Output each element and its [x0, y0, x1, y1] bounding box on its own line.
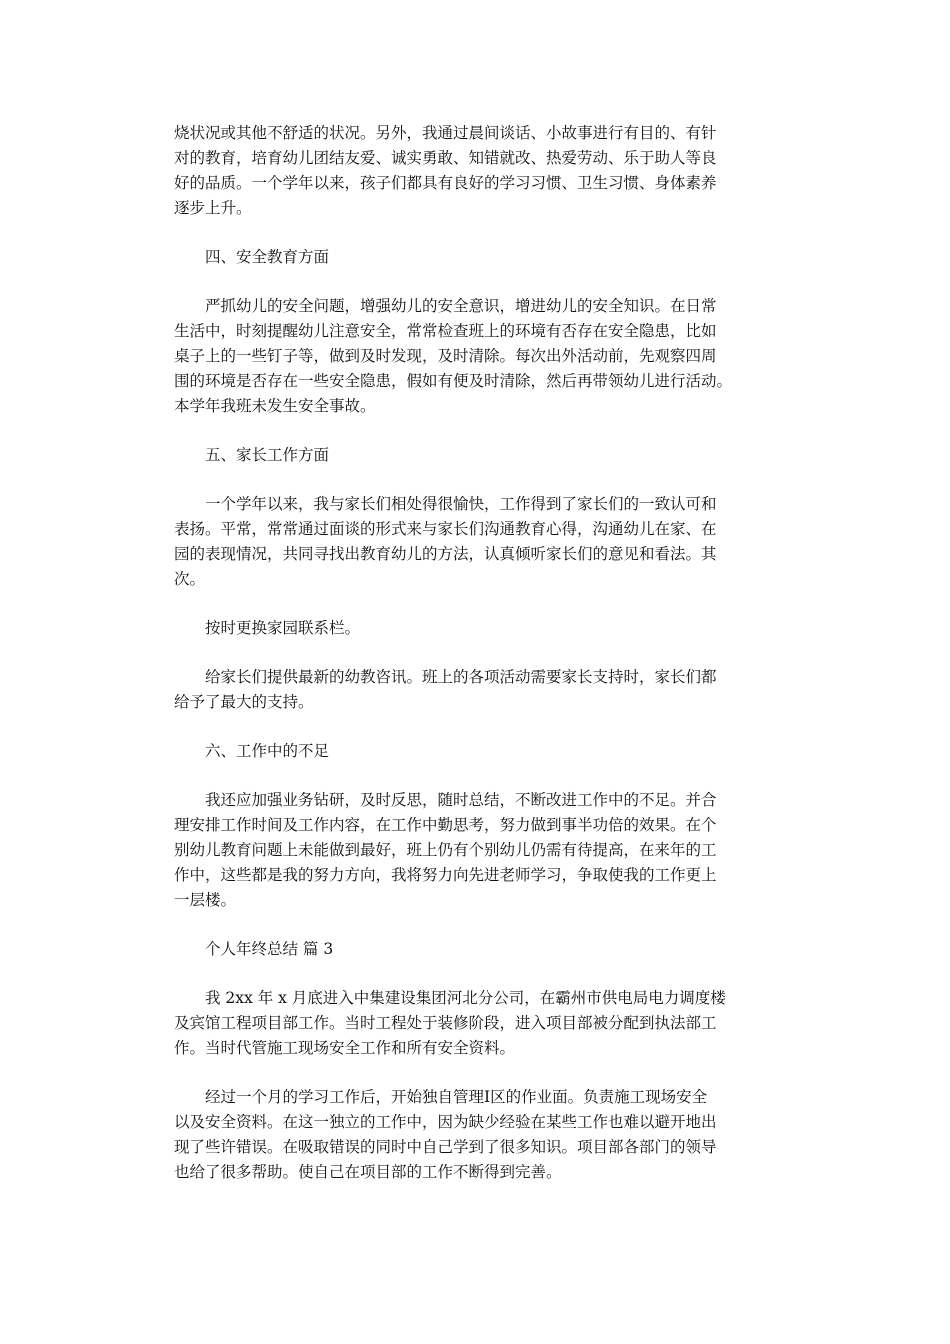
paragraph-line: 好的品质。一个学年以来，孩子们都具有良好的学习习惯、卫生习惯、身体素养: [174, 174, 717, 192]
paragraph-line: 给家长们提供最新的幼教咨讯。班上的各项活动需要家长支持时，家长们都: [205, 668, 717, 686]
paragraph: [174, 492, 786, 592]
paragraph-line: 逐步上升。: [174, 199, 252, 217]
paragraph: [174, 788, 786, 913]
paragraph-line: 烧状况或其他不舒适的状况。另外，我通过晨间谈话、小故事进行有目的、有针: [174, 124, 717, 142]
paragraph-line: 围的环境是否存在一些安全隐患，假如有便及时清除，然后再带领幼儿进行活动。: [174, 372, 733, 390]
paragraph: [174, 121, 786, 221]
paragraph-line: 一层楼。: [174, 891, 237, 909]
paragraph-line: 我还应加强业务钻研，及时反思，随时总结，不断改进工作中的不足。并合: [205, 791, 717, 809]
paragraph-line: 桌子上的一些钉子等，做到及时发现，及时清除。每次出外活动前，先观察四周: [174, 347, 717, 365]
paragraph-line: 生活中，时刻提醒幼儿注意安全，常常检查班上的环境有否存在安全隐患，比如: [174, 322, 717, 340]
paragraph-line: 我 2xx 年 x 月底进入中集建设集团河北分公司，在霸州市供电局电力调度楼: [205, 989, 726, 1007]
paragraph-line: 作中，这些都是我的努力方向，我将努力向先进老师学习，争取使我的工作更上: [174, 866, 717, 884]
paragraph-line: 按时更换家园联系栏。: [205, 619, 361, 637]
paragraph: [174, 986, 786, 1061]
paragraph-line: 经过一个月的学习工作后，开始独自管理Ⅰ区的作业面。负责施工现场安全: [205, 1088, 708, 1106]
paragraph: [174, 294, 786, 419]
section-heading: 五、家长工作方面: [205, 446, 330, 464]
paragraph-line: 以及安全资料。在这一独立的工作中，因为缺少经验在某些工作也难以避开地出: [174, 1113, 717, 1131]
paragraph-line: 现了些许错误。在吸取错误的同时中自己学到了很多知识。项目部各部门的领导: [174, 1138, 717, 1156]
paragraph-line: 严抓幼儿的安全问题，增强幼儿的安全意识，增进幼儿的安全知识。在日常: [205, 297, 717, 315]
paragraph-line: 表扬。平常，常常通过面谈的形式来与家长们沟通教育心得，沟通幼儿在家、在: [174, 520, 717, 538]
paragraph: [174, 1085, 786, 1185]
paragraph-line: 园的表现情况，共同寻找出教育幼儿的方法，认真倾听家长们的意见和看法。其: [174, 545, 717, 563]
paragraph-line: 别幼儿教育问题上未能做到最好，班上仍有个别幼儿仍需有待提高，在来年的工: [174, 841, 717, 859]
paragraph-line: 及宾馆工程项目部工作。当时工程处于装修阶段，进入项目部被分配到执法部工: [174, 1014, 717, 1032]
paragraph-line: 给予了最大的支持。: [174, 693, 314, 711]
paragraph: [174, 616, 786, 641]
paragraph-line: 理安排工作时间及工作内容，在工作中勤思考，努力做到事半功倍的效果。在个: [174, 816, 717, 834]
document-page: [174, 121, 786, 1209]
paragraph-line: 作。当时代管施工现场安全工作和所有安全资料。: [174, 1039, 516, 1057]
paragraph: [174, 665, 786, 715]
paragraph-line: 对的教育，培育幼儿团结友爱、诚实勇敢、知错就改、热爱劳动、乐于助人等良: [174, 149, 717, 167]
section-heading: 六、工作中的不足: [205, 742, 330, 760]
paragraph-line: 次。: [174, 570, 206, 588]
section-heading: 四、安全教育方面: [205, 248, 330, 266]
paragraph-line: 也给了很多帮助。使自己在项目部的工作不断得到完善。: [174, 1163, 562, 1181]
paragraph-line: 一个学年以来，我与家长们相处得很愉快，工作得到了家长们的一致认可和: [205, 495, 717, 513]
paragraph-line: 本学年我班未发生安全事故。: [174, 397, 376, 415]
section-heading: 个人年终总结 篇 3: [205, 940, 334, 958]
